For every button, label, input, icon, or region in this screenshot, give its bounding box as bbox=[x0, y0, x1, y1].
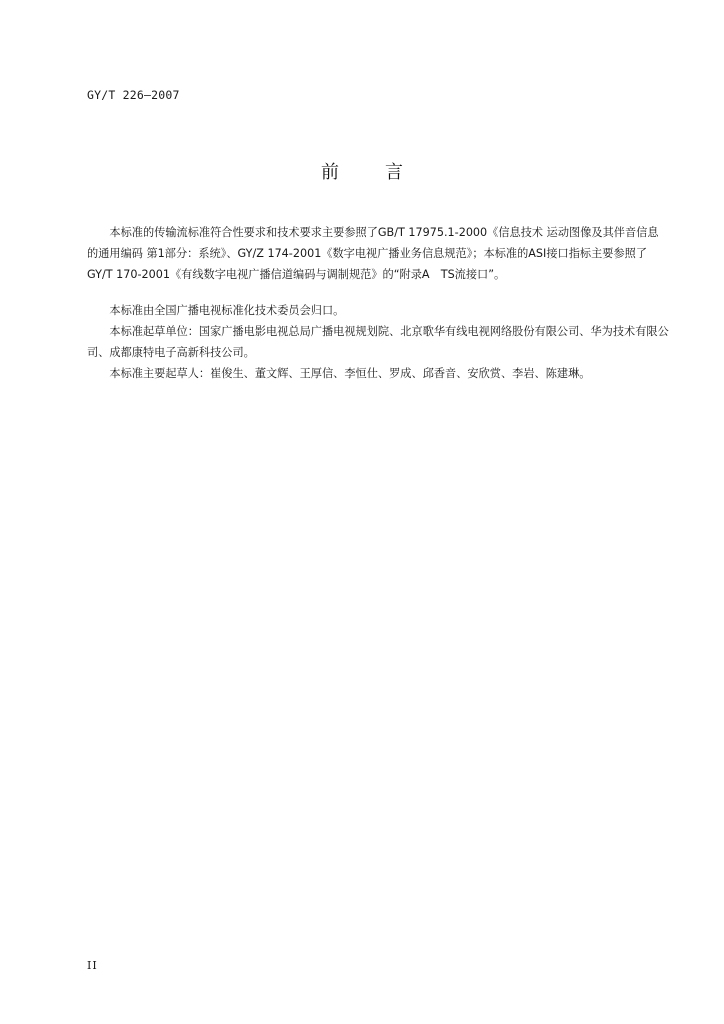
paragraph-spacer bbox=[87, 285, 669, 300]
paragraph-references: 本标准的传输流标准符合性要求和技术要求主要参照了GB/T 17975.1-2000《信息技术 运动图像及其伴音信息的通用编码 第1部分：系统》、GY/Z 174-2001《数字电视广播业务信息规范》；本标准的ASI接口指标主要参照了GY/T 170-2001《有线数字电视广播信道编码与调制规范》的“附录A TS流接口”。 bbox=[87, 226, 659, 281]
paragraph-administration: 本标准由全国广播电视标准化技术委员会归口。 bbox=[109, 304, 345, 317]
paragraph-drafting-units: 本标准起草单位：国家广播电影电视总局广播电视规划院、北京歌华有线电视网络股份有限公司、华为技术有限公司、成都康特电子高新科技公司。 bbox=[87, 325, 669, 359]
preface-title bbox=[0, 158, 724, 184]
paragraph-drafters: 本标准主要起草人：崔俊生、董文辉、王厚信、李恒仕、罗成、邱香音、安欣赏、李岩、陈建琳。 bbox=[109, 367, 591, 380]
page-number: II bbox=[87, 959, 98, 972]
standard-code-header: GY/T 226—2007 bbox=[87, 88, 180, 102]
preface-body bbox=[87, 222, 669, 384]
title-char-2: 言 bbox=[385, 162, 403, 183]
title-char-1: 前 bbox=[321, 162, 339, 183]
